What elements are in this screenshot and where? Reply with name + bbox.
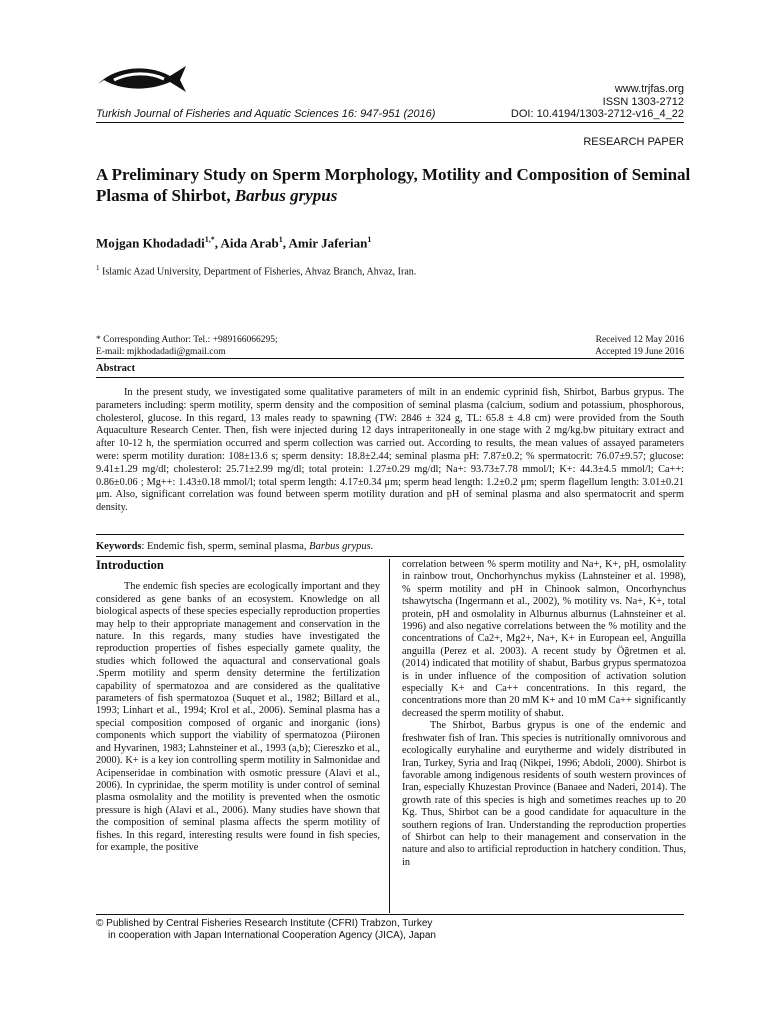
intro-paragraph-1: The endemic fish species are ecologically important and they considered as gene banks of an ecosystem. Knowledge on all biological aspects of these species especially reproduction properties may help to their appropriate management and conservation in the nature. In this regards, many studies have investigated the reproduction properties of fishes especially gamete quality, the studies which followed the aquactural and conservational goals .Sperm motility and sperm density determine the fertilization capability of spermatozoa and are considered as the qualitative parameters of fish spermatozoa (Suquet et al., 1982; Billard et al., 1993; Linhart et al., 1994; Krol et al., 2006). Seminal plasma has a special composition composed of organic and inorganic (ions) components which support the viability of spermatozoa (Piironen and Hyvarinen, 1983; Lahnsteiner et al., 1993 (a,b); Ciereszko et al., 2000). K+ is a key ion controlling sperm motility in Salmonidae and Acipenseridae in combination with osmotic pressure (Alavi et al., 2006). In cyprinidae, the sperm motility is under control of seminal plasma osmolality and the motility is prevented when the osmotic pressure is high (Alavi et al., 2006). Many studies have shown that the composition of seminal plasma affects the sperm motility of fishes. In this regard, interesting results were found in fish species, for example, the positive xyxy=(96,581,380,853)
footer-line-2: in cooperation with Japan International Cooperation Agency (JICA), Japan xyxy=(108,930,436,941)
author-1-affil: 1,* xyxy=(204,235,215,244)
publisher-footer xyxy=(96,918,436,942)
abstract-top-divider xyxy=(96,358,684,359)
author-3: Amir Jaferian xyxy=(288,235,368,251)
title-main: A Preliminary Study on Sperm Morphology, Motility and Composition of Seminal Plasma of Shirbot, xyxy=(96,165,691,205)
corr-tel: * Corresponding Author: Tel.: +989166066295; xyxy=(96,335,278,345)
journal-logo-fish-icon xyxy=(96,62,188,96)
journal-info xyxy=(603,83,684,109)
journal-citation: Turkish Journal of Fisheries and Aquatic Sciences 16: 947-951 (2016) xyxy=(96,108,436,120)
keywords-species: Barbus grypus. xyxy=(309,541,374,552)
keywords-top-divider xyxy=(96,534,684,535)
affiliation-number: 1 xyxy=(96,264,100,272)
title-species: Barbus grypus xyxy=(234,186,338,205)
keywords-label: Keywords xyxy=(96,541,142,552)
issn: ISSN 1303-2712 xyxy=(602,96,684,108)
author-1: Mojgan Khodadadi xyxy=(96,235,205,251)
author-list: Mojgan Khodadadi$^{1,*}$, Aida Arab$^1$, Amir Jaferian$^1$ xyxy=(96,235,372,251)
header-divider xyxy=(96,122,684,123)
corresponding-author xyxy=(96,334,278,358)
author-2: Aida Arab xyxy=(220,235,279,251)
accepted-date: Accepted 19 June 2016 xyxy=(595,347,684,357)
left-column xyxy=(96,559,380,854)
abstract-text: In the present study, we investigated some qualitative parameters of milt in an endemic cyprinid fish, Shirbot, Barbus grypus. The parameters including: sperm motility, sperm density and the composition of seminal plasma (calcium, sodium and potassium, phosphorous, cholesterol, glucose. In this regard, 13 males ready to spawning (TW: 2846 ± 324 g, TL: 65.8 ± 4.8 cm) were provided from the South Aquaculture Research Center. Then, fish were injected during 12 days intraperitoneally in one stage with 2 mg/kg.bw pituitary extract and after 10-12 h, the spermiation occurred and sperm collection was carried out. According to results, the mean values of assayed parameters were: sperm motility duration: 108±13.6 s; sperm density: 18.8±2.44; seminal plasma pH: 7.87±0.2; % spermatocrit: 76.07±9.57; glucose: 9.41±1.29 mg/dl; cholesterol: 25.71±2.99 mg/dl; total protein: 1.27±0.29 mg/dl; Na+: 93.73±7.78 mmol/l; K+: 44.3±4.5 mmol/l; Ca++: 0.86±0.06 ; Mg++: 1.43±0.18 mmol/l; total sperm length: 4.17±0.34 μm; sperm head length: 1.2±0.2 μm; sperm flagellum length: 3.01±0.21 μm. Also, significant correlation was found between sperm motility duration and pH of seminal plasma and also spermatocrit and sperm density. xyxy=(96,387,684,514)
author-2-affil: 1 xyxy=(278,235,283,244)
keywords-text: : Endemic fish, sperm, seminal plasma, xyxy=(141,541,310,552)
affiliation xyxy=(96,264,416,277)
author-3-affil: 1 xyxy=(367,235,372,244)
footer-line-1: © Published by Central Fisheries Research Institute (CFRI) Trabzon, Turkey xyxy=(96,918,433,929)
column-divider xyxy=(389,559,390,913)
intro-paragraph-1-cont: correlation between % sperm motility and Na+, K+, pH, osmolality in rainbow trout, Onchorhynchus mykiss (Lahnsteiner et al. 1998), % sperm motility and pH in Chinook salmon, Oncorhynchus tshawytscha (Ingermann et al., 2002), % motility vs. Na+, K+, total protein, pH and osmolality in Alburnus alburnus (Lahnsteiner et al. 1996) and also negative correlations between the % motility and the concentrations of Ca2+, Mg2+, Na+, K+ in European eel, Anguilla anguilla (Perez et al. 2003). A recent study by Öğretmen et al. (2014) indicated that motility of shabut, Barbus grypus spermatozoa is in under influence of the composition of activation solution especially K+ and Ca++ concentrations. In this regard, the concentrations more than 20 mM K+ and 10 mM Ca++ significantly decreased the sperm motility of shabut. xyxy=(402,559,686,719)
affiliation-text: Islamic Azad University, Department of Fisheries, Ahvaz Branch, Ahvaz, Iran. xyxy=(99,266,417,278)
abstract-heading-divider xyxy=(96,377,684,378)
intro-paragraph-2: The Shirbot, Barbus grypus is one of the endemic and freshwater fish of Iran. This species is nutritionally omnivorous and ecologically euryhaline and eurytherme and widely distributed in Iran, Turkey, Syria and Iraq (Nikpei, 1996; Abdoli, 2000). Shirbot is favorable among indigenous residents of south western provinces of Iran, especially Khuzestan Province (Banaee and Naderi, 2014). The growth rate of this species is high and sometimes reaches up to 20 Kg. Thus, Shirbot can be a good candidate for aquaculture in the southern regions of Iran. Understanding the reproduction properties of Shirbot can help to their management and conservation in the nature and also to artificial reproduction in hatchery condition. Thus, in xyxy=(402,720,686,868)
introduction-heading: Introduction xyxy=(96,558,164,572)
footer-divider xyxy=(96,914,684,915)
doi[interactable]: DOI: 10.4194/1303-2712-v16_4_22 xyxy=(510,108,684,120)
abstract-heading: Abstract xyxy=(96,363,136,374)
corr-email[interactable]: E-mail: mjkhodadadi@gmail.com xyxy=(96,347,226,357)
keywords xyxy=(96,541,373,552)
paper-type: RESEARCH PAPER xyxy=(583,136,684,148)
website-link[interactable]: www.trjfas.org xyxy=(614,83,684,95)
right-column xyxy=(402,559,686,869)
received-date: Received 12 May 2016 xyxy=(595,335,684,345)
paper-title xyxy=(96,164,696,206)
article-dates xyxy=(595,334,684,358)
keywords-bottom-divider xyxy=(96,556,684,557)
